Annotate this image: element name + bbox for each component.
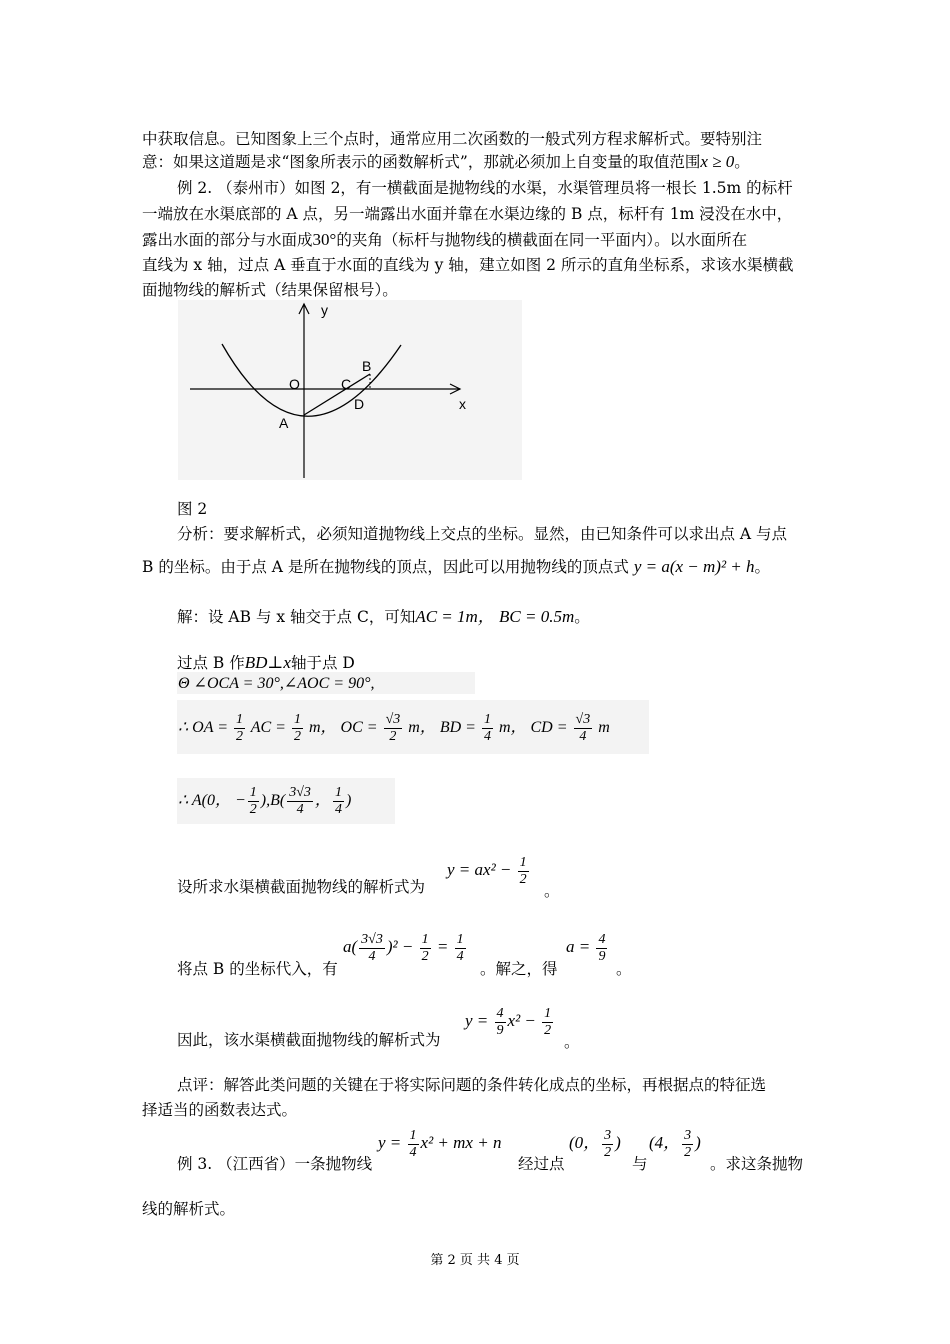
b-y-num: 1 — [334, 784, 342, 800]
ac-fraction — [292, 712, 303, 745]
sub-eq: = — [436, 937, 449, 956]
point-1 — [569, 1126, 621, 1161]
a-num: 4 — [598, 931, 606, 947]
bd-den: 4 — [483, 728, 491, 744]
ac-den: 2 — [293, 728, 301, 744]
therefore2-formula — [178, 784, 351, 818]
label-a: A — [279, 415, 289, 431]
example3-line1-a: 例 3. （江西省）一条抛物线 — [177, 1155, 373, 1173]
sub-fraction-1 — [359, 932, 385, 965]
sub-formula-a: a( — [343, 937, 358, 956]
setup-den: 2 — [519, 871, 527, 887]
result-formula-b: x² − — [507, 1011, 536, 1030]
b-text: ),B( — [260, 792, 286, 809]
m-end: m — [598, 719, 610, 736]
b-x-fraction — [287, 785, 313, 818]
example2-line5: 面抛物线的解析式（结果保留根号）。 — [142, 281, 398, 299]
p2-b: ) — [695, 1133, 701, 1152]
a-fraction — [596, 932, 607, 965]
substitute-formula — [343, 930, 468, 965]
b-x-num: 3√3 — [289, 784, 311, 800]
sub-formula-b: )² − — [386, 937, 414, 956]
b-y-den: 4 — [334, 801, 342, 817]
solution-line1-end: 。 — [574, 608, 590, 626]
sub1-den: 4 — [368, 948, 376, 964]
result-fraction-1 — [495, 1006, 506, 1039]
result-fraction-2 — [542, 1006, 553, 1039]
label-d: D — [354, 396, 365, 412]
example3-passes: 经过点 — [518, 1155, 565, 1173]
setup-fraction — [518, 855, 529, 888]
cd-num: √3 — [575, 711, 591, 727]
cd-text: m， CD = — [498, 719, 568, 736]
paragraph1-line1: 中获取信息。已知图象上三个点时，通常应用二次函数的一般式列方程求解析式。要特别注 — [142, 130, 763, 148]
bd-num: 1 — [483, 711, 491, 727]
label-o: O — [289, 376, 300, 392]
p2-a: (4， — [649, 1133, 681, 1152]
setup-formula — [447, 853, 531, 888]
comment-line1: 点评：解答此类问题的关键在于将实际问题的条件转化成点的坐标，再根据点的特征选 — [177, 1076, 767, 1094]
ex3-frac1-den: 4 — [409, 1144, 417, 1160]
paragraph1-line2 — [142, 151, 750, 173]
result2-den: 2 — [544, 1022, 552, 1038]
p1-a: (0， — [569, 1133, 601, 1152]
label-c: C — [341, 376, 352, 392]
angles-formula: Θ ∠OCA = 30°,∠AOC = 90°, — [178, 675, 375, 692]
p2-fraction — [682, 1128, 693, 1161]
analysis-line1: 分析：要求解析式，必须知道抛物线上交点的坐标。显然，由已知条件可以求出点 A 与点 — [177, 525, 788, 543]
example2-line3-b: 的夹角（标杆与抛物线的横截面在同一平面内）。以水面所在 — [336, 231, 748, 249]
oc-text: m， OC = — [308, 719, 378, 736]
example3-line2: 线的解析式。 — [142, 1200, 236, 1218]
p1-num: 3 — [604, 1127, 612, 1143]
vertex-formula: y = a(x − m)² + h — [633, 557, 755, 576]
analysis-line2 — [142, 556, 770, 578]
ex3-frac1-num: 1 — [409, 1127, 417, 1143]
b-x-den: 4 — [296, 801, 304, 817]
parabola-curve — [222, 344, 401, 416]
p1-b: ) — [615, 1133, 621, 1152]
example3-formula — [378, 1126, 501, 1161]
example3-and: 与 — [632, 1155, 648, 1173]
point-2 — [649, 1126, 701, 1161]
substitute-line — [177, 958, 338, 980]
setup-text: 设所求水渠横截面抛物线的解析式为 — [177, 878, 426, 896]
solution-line2-a: 过点 B 作 — [177, 654, 245, 672]
ex3-formula-b: x² + mx + n — [420, 1133, 502, 1152]
label-x: x — [459, 396, 466, 412]
label-b: B — [362, 358, 372, 374]
a-value-end: 。 — [616, 960, 632, 978]
ex3-fraction-1 — [408, 1128, 419, 1161]
a-y-fraction — [248, 785, 259, 818]
oc-den: 2 — [389, 728, 397, 744]
paragraph1-line2-text: 意：如果这道题是求“图象所表示的函数解析式”，那就必须加上自变量的取值范围 — [142, 153, 701, 171]
example2-line3-a: 露出水面的部分与水面成 — [142, 231, 313, 249]
ac-bc-formula: AC = 1m， BC = 0.5m — [415, 607, 575, 626]
cd-den: 4 — [579, 728, 587, 744]
setup-end: 。 — [544, 882, 560, 900]
solution-line2-b: 轴于点 D — [290, 654, 355, 672]
setup-line — [177, 876, 425, 898]
example2-line1: 例 2. （泰州市）如图 2，有一横截面是抛物线的水渠，水渠管理员将一根长 1.5m 的标杆 — [177, 179, 793, 197]
p1-den: 2 — [604, 1144, 612, 1160]
therefore1-formula — [178, 711, 610, 745]
therefore1-prefix: ∴ OA = — [178, 719, 229, 736]
oc-fraction — [384, 712, 403, 745]
solution-line1 — [177, 606, 590, 628]
paragraph1-line2-end: 。 — [734, 153, 750, 171]
label-y: y — [321, 302, 328, 318]
bd-fraction — [482, 712, 493, 745]
ac-num: 1 — [293, 711, 301, 727]
a-y-num: 1 — [249, 784, 257, 800]
comment-line2: 择适当的函数表达式。 — [142, 1101, 298, 1119]
ex3-formula-a: y = — [378, 1133, 402, 1152]
a-eq: a = — [566, 937, 591, 956]
b-y-fraction — [333, 785, 344, 818]
example3-end: 。求这条抛物 — [710, 1155, 804, 1173]
substitute-text: 将点 B 的坐标代入，有 — [177, 960, 338, 978]
substitute-end: 。解之，得 — [480, 960, 558, 978]
example2-line2: 一端放在水渠底部的 A 点，另一端露出水面并靠在水渠边缘的 B 点，标杆有 1m 浸没在水中， — [142, 205, 793, 223]
result-line — [177, 1029, 441, 1051]
figure-2 — [178, 300, 522, 480]
sub-fraction-3 — [455, 932, 466, 965]
a-y-sign: − — [235, 792, 246, 809]
therefore2-prefix: ∴ A(0， — [178, 792, 231, 809]
angle-30: 30° — [312, 230, 337, 249]
ac-text: AC = — [250, 719, 286, 736]
a-den: 9 — [598, 948, 606, 964]
p2-num: 3 — [684, 1127, 692, 1143]
sub3-num: 1 — [456, 931, 464, 947]
result-end: 。 — [564, 1033, 580, 1051]
b-comma: ， — [314, 792, 331, 809]
a-y-den: 2 — [249, 801, 257, 817]
sub2-den: 2 — [421, 948, 429, 964]
example2-line3 — [142, 229, 747, 251]
oa-den: 2 — [236, 728, 244, 744]
solution-line2 — [177, 652, 355, 674]
sub-fraction-2 — [420, 932, 431, 965]
bd-perp-formula: BD⊥x — [244, 653, 291, 672]
figure-caption: 图 2 — [177, 500, 208, 518]
result1-num: 4 — [496, 1005, 504, 1021]
cd-fraction — [574, 712, 593, 745]
result-formula — [465, 1004, 555, 1039]
sub1-num: 3√3 — [361, 931, 383, 947]
result2-num: 1 — [544, 1005, 552, 1021]
b-close: ) — [345, 792, 352, 809]
setup-num: 1 — [519, 854, 527, 870]
result-formula-a: y = — [465, 1011, 489, 1030]
p2-den: 2 — [684, 1144, 692, 1160]
bd-text: m， BD = — [408, 719, 476, 736]
setup-formula-main: y = ax² − — [447, 860, 512, 879]
analysis-line2-text: B 的坐标。由于点 A 是所在抛物线的顶点，因此可以用抛物线的顶点式 — [142, 558, 629, 576]
oa-fraction — [234, 712, 245, 745]
sub3-den: 4 — [456, 948, 464, 964]
solution-line1-text: 解：设 AB 与 x 轴交于点 C，可知 — [177, 608, 416, 626]
range-formula: x ≥ 0 — [700, 152, 735, 171]
a-value-formula — [566, 930, 609, 965]
page-footer: 第 2 页 共 4 页 — [430, 1253, 520, 1268]
result-text: 因此，该水渠横截面抛物线的解析式为 — [177, 1031, 441, 1049]
oc-num: √3 — [385, 711, 401, 727]
oa-num: 1 — [236, 711, 244, 727]
analysis-line2-end: 。 — [754, 558, 771, 576]
p1-fraction — [602, 1128, 613, 1161]
sub2-num: 1 — [421, 931, 429, 947]
example2-line4: 直线为 x 轴，过点 A 垂直于水面的直线为 y 轴，建立如图 2 所示的直角坐标系，求该水渠横截 — [142, 256, 794, 274]
result1-den: 9 — [496, 1022, 504, 1038]
